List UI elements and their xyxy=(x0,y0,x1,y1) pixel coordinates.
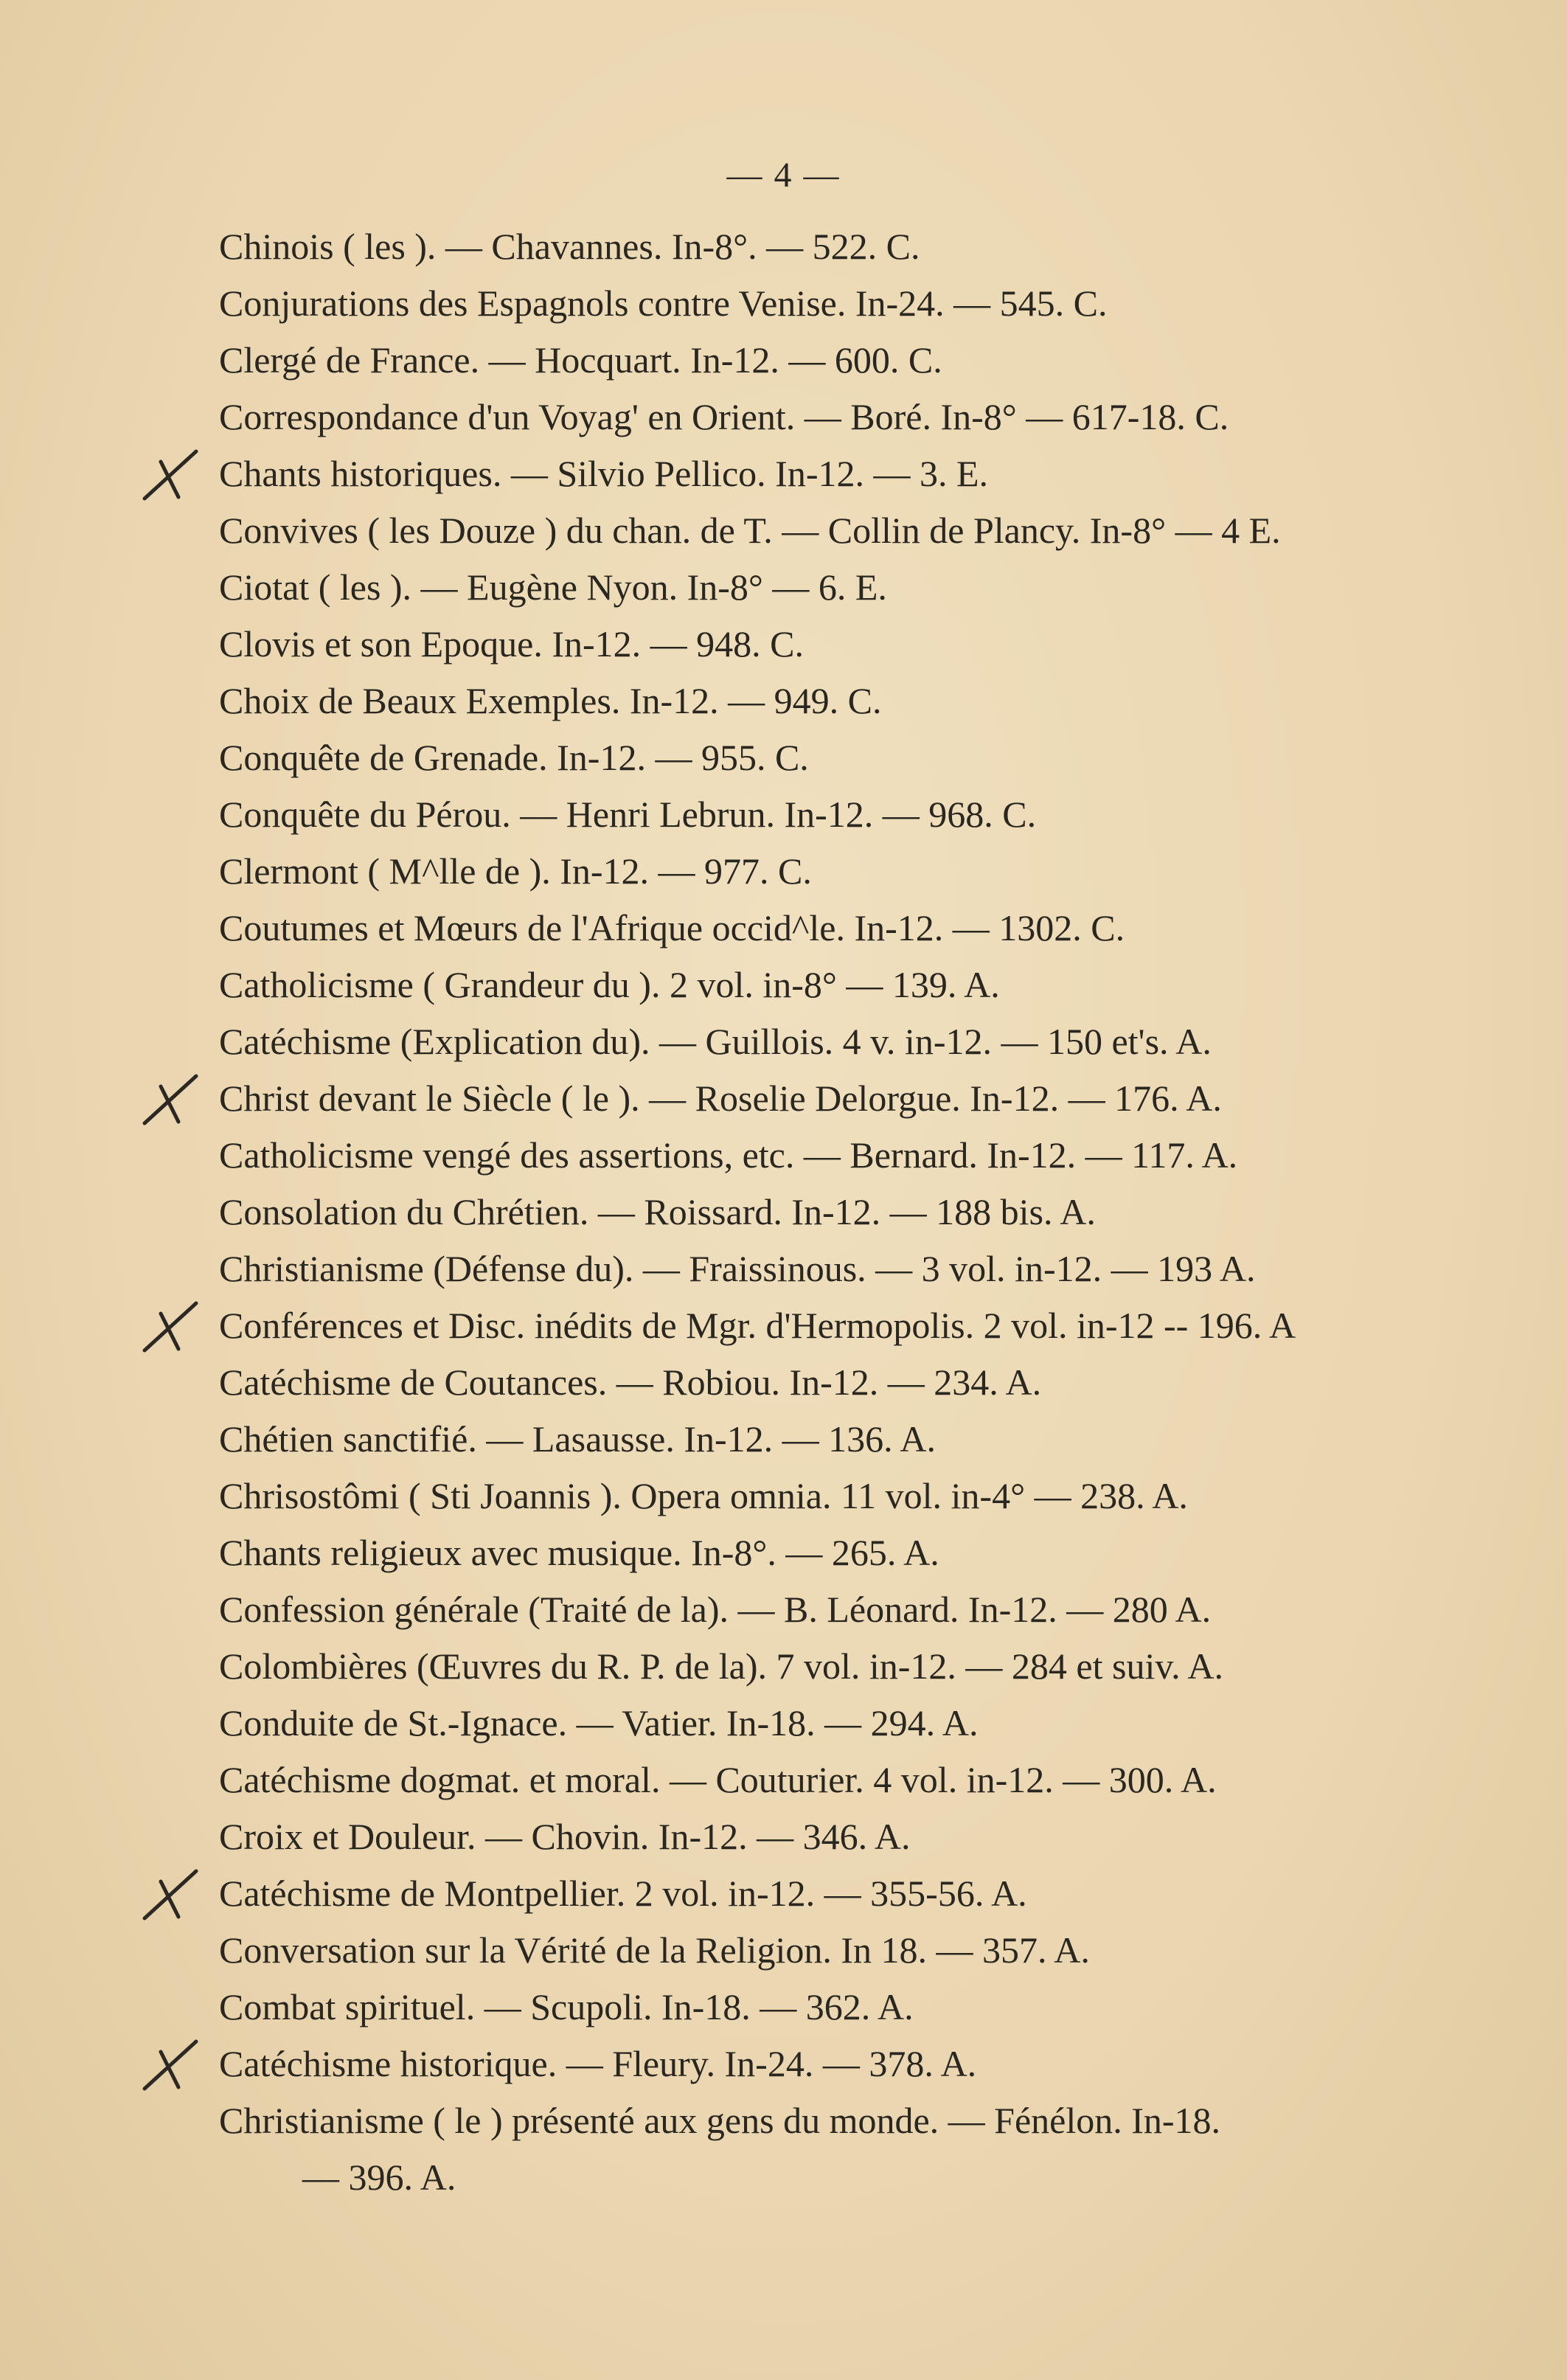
catalog-entry xyxy=(0,1070,1567,1127)
catalog-entry xyxy=(0,2036,1567,2092)
catalog-entries-list xyxy=(0,218,1567,2206)
catalog-entry-text: Catéchisme (Explication du). — Guillois. 4 v. in-12. — 150 et's. A. xyxy=(219,1021,1212,1062)
catalog-entry-text: Christianisme ( le ) présenté aux gens du monde. — Fénélon. In-18. xyxy=(219,2100,1221,2141)
catalog-entry xyxy=(0,559,1567,616)
catalog-entry-text: Conquête de Grenade. In-12. — 955. C. xyxy=(219,737,809,778)
catalog-entry xyxy=(0,900,1567,957)
catalog-entry-text: Conquête du Pérou. — Henri Lebrun. In-12. — 968. C. xyxy=(219,794,1037,835)
catalog-entry-text: Catholicisme vengé des assertions, etc. — Bernard. In-12. — 117. A. xyxy=(219,1134,1238,1176)
catalog-entry-text: Christianisme (Défense du). — Fraissinous. — 3 vol. in-12. — 193 A. xyxy=(219,1248,1256,1289)
catalog-entry xyxy=(0,1581,1567,1638)
catalog-entry xyxy=(0,1241,1567,1297)
catalog-entry xyxy=(0,332,1567,389)
catalog-entry-text: Catéchisme de Coutances. — Robiou. In-12. — 234. A. xyxy=(219,1361,1042,1403)
catalog-entry xyxy=(0,616,1567,673)
catalog-entry-text: Combat spirituel. — Scupoli. In-18. — 362. A. xyxy=(219,1986,914,2027)
catalog-entry-text: Catholicisme ( Grandeur du ). 2 vol. in-8° — 139. A. xyxy=(219,964,1000,1005)
catalog-entry xyxy=(0,1865,1567,1922)
catalog-entry-text: Clermont ( M^lle de ). In-12. — 977. C. xyxy=(219,850,812,892)
catalog-entry-text: Coutumes et Mœurs de l'Afrique occid^le. In-12. — 1302. C. xyxy=(219,907,1125,948)
catalog-entry-text: Colombières (Œuvres du R. P. de la). 7 vol. in-12. — 284 et suiv. A. xyxy=(219,1645,1223,1687)
catalog-entry xyxy=(0,218,1567,275)
catalog-entry xyxy=(0,1638,1567,1695)
catalog-entry-text: Catéchisme historique. — Fleury. In-24. — 378. A. xyxy=(219,2043,977,2084)
catalog-entry xyxy=(0,786,1567,843)
catalog-entry xyxy=(0,843,1567,900)
catalog-entry xyxy=(0,1979,1567,2036)
catalog-entry-text: Chinois ( les ). — Chavannes. In-8°. — 522. C. xyxy=(219,226,920,267)
catalog-entry xyxy=(0,1468,1567,1524)
catalog-entry-text: Confession générale (Traité de la). — B. Léonard. In-12. — 280 A. xyxy=(219,1589,1212,1630)
catalog-entry xyxy=(0,957,1567,1013)
catalog-entry-text: Catéchisme de Montpellier. 2 vol. in-12. — 355-56. A. xyxy=(219,1873,1027,1914)
handwritten-cross-mark-icon xyxy=(131,1865,212,1922)
catalog-entry xyxy=(0,1752,1567,1808)
catalog-entry-text: Conduite de St.-Ignace. — Vatier. In-18. — 294. A. xyxy=(219,1702,979,1744)
catalog-entry-text: Ciotat ( les ). — Eugène Nyon. In-8° — 6. E. xyxy=(219,566,887,608)
catalog-entry-text: Clergé de France. — Hocquart. In-12. — 600. C. xyxy=(219,339,942,381)
catalog-entry xyxy=(0,2149,1567,2206)
catalog-entry xyxy=(0,1013,1567,1070)
catalog-entry xyxy=(0,275,1567,332)
catalog-entry xyxy=(0,1354,1567,1411)
handwritten-cross-mark-icon xyxy=(131,1070,212,1127)
catalog-entry-text: Choix de Beaux Exemples. In-12. — 949. C. xyxy=(219,680,882,721)
catalog-entry xyxy=(0,445,1567,502)
catalog-entry-text: Chants historiques. — Silvio Pellico. In-12. — 3. E. xyxy=(219,453,989,494)
catalog-entry xyxy=(0,502,1567,559)
handwritten-cross-mark-icon xyxy=(131,2036,212,2092)
catalog-entry-text: Conversation sur la Vérité de la Religion. In 18. — 357. A. xyxy=(219,1929,1090,1971)
catalog-entry-text: Chrisostômi ( Sti Joannis ). Opera omnia. 11 vol. in-4° — 238. A. xyxy=(219,1475,1188,1516)
catalog-entry-text: Conjurations des Espagnols contre Venise. In-24. — 545. C. xyxy=(219,282,1108,324)
catalog-entry-text: — 396. A. xyxy=(302,2157,456,2198)
catalog-entry-text: Chants religieux avec musique. In-8°. — 265. A. xyxy=(219,1532,939,1573)
catalog-entry xyxy=(0,2092,1567,2149)
catalog-entry xyxy=(0,1922,1567,1979)
page-number: — 4 — xyxy=(726,156,841,195)
handwritten-cross-mark-icon xyxy=(131,445,212,502)
catalog-entry-text: Correspondance d'un Voyag' en Orient. — Boré. In-8° — 617-18. C. xyxy=(219,396,1229,437)
catalog-entry-text: Croix et Douleur. — Chovin. In-12. — 346. A. xyxy=(219,1816,911,1857)
catalog-entry xyxy=(0,729,1567,786)
catalog-entry xyxy=(0,389,1567,445)
catalog-entry-text: Clovis et son Epoque. In-12. — 948. C. xyxy=(219,623,805,665)
catalog-entry-text: Christ devant le Siècle ( le ). — Roselie Delorgue. In-12. — 176. A. xyxy=(219,1078,1222,1119)
catalog-entry xyxy=(0,1524,1567,1581)
catalog-entry-text: Convives ( les Douze ) du chan. de T. — Collin de Plancy. In-8° — 4 E. xyxy=(219,510,1281,551)
catalog-entry xyxy=(0,1695,1567,1752)
catalog-entry-text: Conférences et Disc. inédits de Mgr. d'Hermopolis. 2 vol. in-12 -- 196. A xyxy=(219,1305,1296,1346)
catalog-entry xyxy=(0,1411,1567,1468)
catalog-entry-text: Catéchisme dogmat. et moral. — Couturier. 4 vol. in-12. — 300. A. xyxy=(219,1759,1217,1800)
catalog-entry xyxy=(0,1184,1567,1241)
catalog-entry-text: Chétien sanctifié. — Lasausse. In-12. — 136. A. xyxy=(219,1418,937,1460)
catalog-entry xyxy=(0,1127,1567,1184)
catalog-entry xyxy=(0,673,1567,729)
catalog-entry-text: Consolation du Chrétien. — Roissard. In-12. — 188 bis. A. xyxy=(219,1191,1096,1232)
catalog-entry xyxy=(0,1297,1567,1354)
catalog-entry xyxy=(0,1808,1567,1865)
handwritten-cross-mark-icon xyxy=(131,1297,212,1354)
